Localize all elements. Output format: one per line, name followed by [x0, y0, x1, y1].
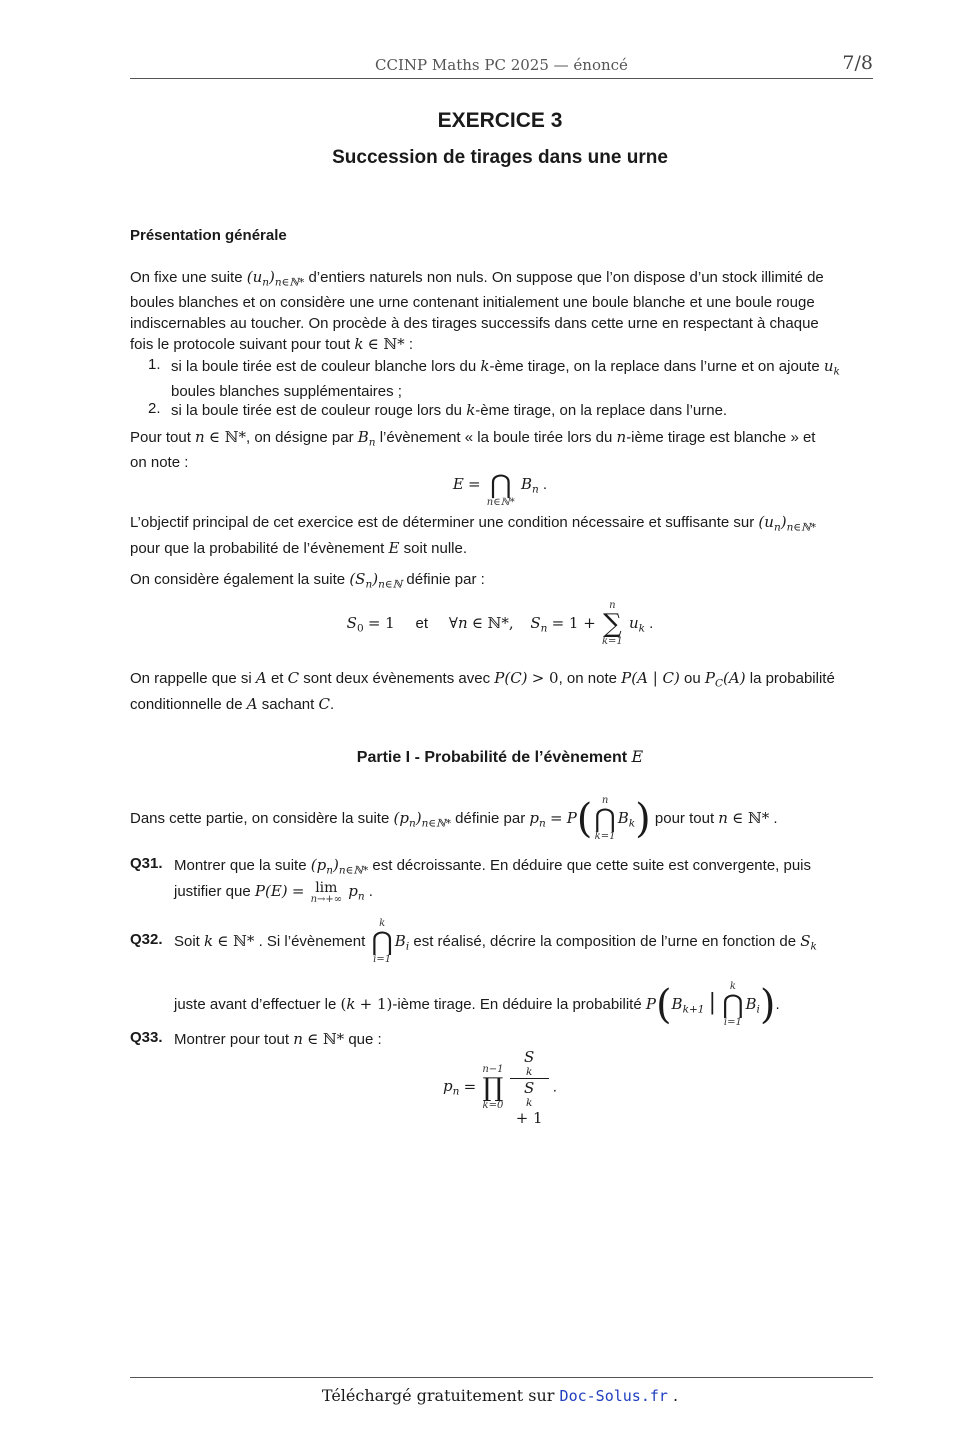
list-item: si la boule tirée est de couleur blanche lors du k-ème tirage, on la replace dans l’urne et on ajoute $u_k$ boules blanches supplémentaires ;	[171, 357, 840, 401]
question-label: Q33.	[130, 1029, 163, 1046]
header-title: CCINP Maths PC 2025 — énoncé	[375, 56, 628, 74]
equation-Sn: $S_0 = 1$ et ∀n ∈ ℕ*, $S_n = 1$ + n ∑ k=1 $u_k$ .	[346, 600, 654, 647]
part-intro: Dans cette partie, on considère la suite $(p_n)_{n\in ℕ*}$ définie par $p_n = P$( n ⋂ k=1 $B_k$) pour tout n ∈ ℕ* .	[130, 795, 778, 843]
list-item-number: 2.	[148, 400, 161, 417]
paragraph-conditional: On rappelle que si A et C sont deux évènements avec P(C) > 0, on note P(A | C) ou $P_C(A)$ la probabilité conditionnelle de A sachant C.	[130, 669, 835, 714]
footer-link[interactable]: Doc-Solus.fr	[559, 1387, 668, 1405]
page-number: 7/8	[842, 52, 873, 74]
exercise-title: EXERCICE 3	[437, 109, 563, 132]
section-heading: Présentation générale	[130, 227, 287, 244]
running-header	[130, 52, 873, 79]
footer: Téléchargé gratuitement sur Doc-Solus.fr .	[321, 1386, 679, 1405]
exercise-subtitle: Succession de tirages dans une urne	[332, 147, 668, 168]
equation-E: E = ⋂ n∈ℕ* $B_n$ .	[452, 470, 548, 508]
part-heading: Partie I - Probabilité de l’évènement E	[356, 747, 644, 766]
question-label: Q32.	[130, 931, 163, 948]
footer-rule	[130, 1377, 873, 1378]
question-text: Montrer que la suite $(p_n)_{n\in ℕ*}$ est décroissante. En déduire que cette suite est convergente, puis justifier que P(E) = lim n→+∞ $p_n$ .	[174, 856, 812, 906]
paragraph-events: Pour tout n ∈ ℕ*, on désigne par $B_n$ l’évènement « la boule tirée lors du n-ième tirage est blanche » et on note :	[130, 428, 816, 472]
list-item-number: 1.	[148, 356, 161, 373]
paragraph-objective: L’objectif principal de cet exercice est de déterminer une condition nécessaire et suffisante sur $(u_n)_{n\in ℕ*}$ pour que la probabilité de l’évènement E soit nulle.	[130, 513, 816, 558]
question-label: Q31.	[130, 855, 163, 872]
question-text: Soit k ∈ ℕ* . Si l’évènement k ⋂ i=1 $B_i$ est réalisé, décrire la composition de l’urne en fonction de $S_k$ juste avant d’effectuer le (k + 1)-ième tirage. En déduire la probabilité $P(B_{k+1}$ | k ⋂ i=1 $B_i$).	[174, 918, 817, 1028]
intro-paragraph: On fixe une suite $(u_n)_{n\in ℕ*}$ d’entiers naturels non nuls. On suppose que l’on dispose d’un stock illimité de boules blanches et on considère une urne contenant initialement une boule blanche et une boule rouge indiscernables au toucher. On procède à des tirages successifs dans cette urne en respectant à chaque fois le protocole suivant pour tout k ∈ ℕ* :	[130, 268, 824, 354]
question-text: Montrer pour tout n ∈ ℕ* que :	[174, 1030, 382, 1048]
equation-pn: $p_n$ = n−1 ∏ k=0 S k S k + 1 .	[443, 1048, 557, 1127]
paragraph-Sn: On considère également la suite $(S_n)_{n\in ℕ}$ définie par :	[130, 570, 485, 591]
list-item: si la boule tirée est de couleur rouge lors du k-ème tirage, on la replace dans l’urne.	[171, 401, 728, 419]
